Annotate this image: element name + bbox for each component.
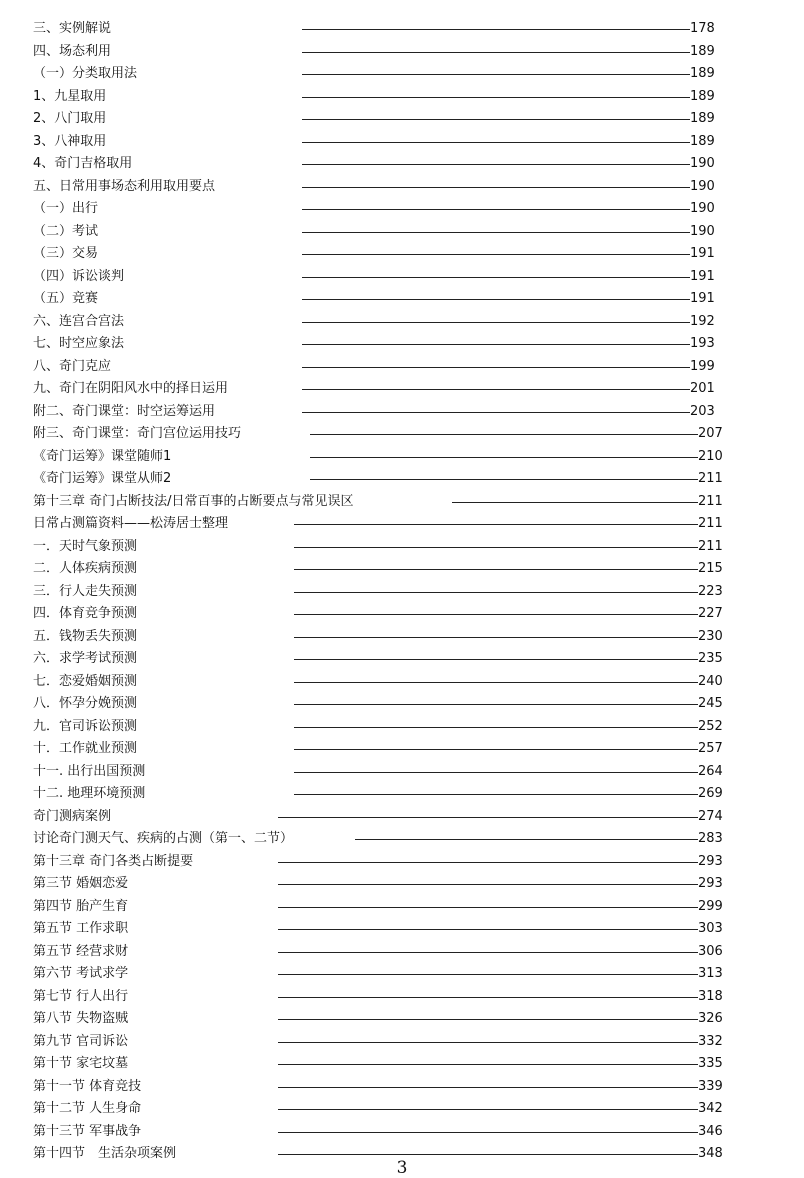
toc-entry-title: 第三节 婚姻恋爱	[33, 876, 129, 891]
leader-line	[278, 862, 698, 863]
toc-entry-page: 190	[690, 201, 715, 216]
toc-entry-page: 190	[690, 178, 715, 194]
toc-entry[interactable]	[0, 558, 804, 581]
toc-entry-page: 235	[698, 651, 723, 666]
toc-entry-page: 303	[698, 921, 723, 936]
toc-entry-title: （四）诉讼谈判	[33, 268, 125, 284]
toc-entry-title: 第十一节 体育竞技	[33, 1078, 142, 1094]
toc-entry[interactable]	[0, 288, 804, 311]
toc-entry-page: 264	[698, 763, 723, 779]
toc-entry-title: 4、奇门吉格取用	[33, 156, 133, 171]
leader-line	[294, 592, 698, 593]
leader-line	[278, 997, 698, 998]
leader-line	[310, 457, 698, 458]
toc-entry-title: 二．人体疾病预测	[33, 561, 138, 576]
toc-entry-title: 十．工作就业预测	[33, 741, 138, 756]
toc-entry[interactable]	[0, 828, 804, 851]
toc-entry-title: 三．行人走失预测	[33, 583, 138, 599]
toc-entry[interactable]	[0, 198, 804, 221]
toc-entry-title: 十一. 出行出国预测	[33, 763, 146, 779]
toc-entry-title: 十二. 地理环境预测	[33, 786, 146, 801]
toc-entry-page: 335	[698, 1056, 723, 1071]
toc-entry[interactable]	[0, 513, 804, 536]
leader-line	[294, 659, 698, 660]
leader-line	[294, 772, 698, 773]
toc-entry-title: 九、奇门在阴阳风水中的择日运用	[33, 381, 229, 396]
toc-entry-page: 269	[698, 786, 723, 801]
leader-line	[294, 682, 698, 683]
leader-line	[278, 1064, 698, 1065]
toc-entry[interactable]	[0, 1031, 804, 1054]
toc-entry-title: 第六节 考试求学	[33, 966, 129, 981]
toc-entry-page: 189	[690, 111, 715, 126]
toc-entry-page: 313	[698, 966, 723, 981]
toc-entry-page: 211	[698, 493, 723, 509]
leader-line	[294, 749, 698, 750]
leader-line	[302, 97, 690, 98]
toc-entry-title: 第十节 家宅坟墓	[33, 1056, 129, 1071]
toc-entry[interactable]	[0, 581, 804, 604]
leader-line	[278, 1154, 698, 1155]
toc-entry-title: 附三、奇门课堂：奇门宫位运用技巧	[33, 426, 242, 441]
toc-entry-page: 190	[690, 223, 715, 239]
toc-entry[interactable]	[0, 986, 804, 1009]
toc-entry-title: 第四节 胎产生育	[33, 898, 129, 914]
toc-entry[interactable]	[0, 153, 804, 176]
leader-line	[302, 187, 690, 188]
leader-line	[302, 119, 690, 120]
toc-entry-page: 283	[698, 831, 723, 846]
toc-entry[interactable]	[0, 378, 804, 401]
leader-line	[278, 952, 698, 953]
toc-entry[interactable]	[0, 963, 804, 986]
toc-entry-page: 211	[698, 538, 723, 554]
toc-entry-page: 299	[698, 898, 723, 914]
toc-entry-page: 252	[698, 718, 723, 734]
toc-entry[interactable]	[0, 648, 804, 671]
toc-entry-title: （五）竞赛	[33, 291, 99, 306]
toc-entry[interactable]	[0, 783, 804, 806]
toc-entry-title: （三）交易	[33, 246, 99, 261]
toc-entry-title: 第十二节 人生身命	[33, 1101, 142, 1116]
toc-entry-page: 293	[698, 853, 723, 869]
leader-line	[278, 1019, 698, 1020]
toc-entry-page: 192	[690, 313, 715, 329]
toc-entry-title: 《奇门运筹》课堂随师1	[33, 448, 172, 464]
toc-entry-title: 第九节 官司诉讼	[33, 1033, 129, 1049]
toc-entry-title: （一）分类取用法	[33, 66, 138, 81]
toc-entry[interactable]	[0, 918, 804, 941]
toc-entry-title: 2、八门取用	[33, 111, 107, 126]
toc-entry-page: 342	[698, 1101, 723, 1116]
toc-entry-page: 293	[698, 876, 723, 891]
toc-entry[interactable]	[0, 108, 804, 131]
toc-entry-title: 七．恋爱婚姻预测	[33, 673, 138, 689]
leader-line	[278, 1109, 698, 1110]
toc-entry-page: 201	[690, 381, 715, 396]
leader-line	[310, 479, 698, 480]
page-number: 3	[396, 1158, 408, 1178]
leader-line	[302, 74, 690, 75]
leader-line	[294, 614, 698, 615]
leader-line	[278, 1132, 698, 1133]
toc-entry[interactable]	[0, 761, 804, 784]
toc-entry[interactable]	[0, 851, 804, 874]
toc-entry-title: 五．钱物丢失预测	[33, 628, 138, 644]
toc-entry-title: 五、日常用事场态利用取用要点	[33, 178, 216, 194]
toc-entry[interactable]	[0, 941, 804, 964]
toc-entry-page: 326	[698, 1011, 723, 1026]
leader-line	[294, 547, 698, 548]
toc-entry-title: 第十三章 奇门各类占断提要	[33, 853, 194, 869]
toc-entry[interactable]	[0, 18, 804, 41]
toc-entry-title: （二）考试	[33, 223, 99, 239]
toc-entry-title: 第十三节 军事战争	[33, 1123, 142, 1139]
toc-entry[interactable]	[0, 536, 804, 559]
toc-entry[interactable]	[0, 1076, 804, 1099]
toc-entry-page: 245	[698, 696, 723, 711]
toc-entry-title: 六．求学考试预测	[33, 651, 138, 666]
toc-entry-title: 讨论奇门测天气、疾病的占测（第一、二节）	[33, 831, 294, 846]
toc-entry-title: 九．官司诉讼预测	[33, 718, 138, 734]
leader-line	[302, 344, 690, 345]
toc-entry-title: 八．怀孕分娩预测	[33, 696, 138, 711]
toc-entry[interactable]	[0, 693, 804, 716]
toc-entry[interactable]	[0, 423, 804, 446]
toc-entry-page: 318	[698, 988, 723, 1004]
toc-entry[interactable]	[0, 1053, 804, 1076]
toc-entry-title: 日常占测篇资料——松涛居士整理	[33, 516, 229, 531]
leader-line	[302, 367, 690, 368]
toc-entry-title: 一．天时气象预测	[33, 538, 138, 554]
toc-entry-title: 七、时空应象法	[33, 336, 125, 351]
leader-line	[294, 524, 698, 525]
leader-line	[278, 907, 698, 908]
leader-line	[310, 434, 698, 435]
toc-entry-page: 211	[698, 471, 723, 486]
toc-entry-title: 第五节 工作求职	[33, 921, 129, 936]
toc-entry-title: 三、实例解说	[33, 21, 112, 36]
toc-entry-title: 八、奇门克应	[33, 358, 112, 374]
toc-entry-page: 191	[690, 291, 715, 306]
leader-line	[278, 929, 698, 930]
toc-entry[interactable]	[0, 333, 804, 356]
toc-entry-title: 附二、奇门课堂：时空运筹运用	[33, 403, 216, 419]
leader-line	[294, 794, 698, 795]
toc-entry-page: 211	[698, 516, 723, 531]
leader-line	[302, 277, 690, 278]
leader-line	[302, 29, 690, 30]
leader-line	[452, 502, 698, 503]
toc-entry-title: 第五节 经营求财	[33, 943, 129, 959]
leader-line	[302, 52, 690, 53]
toc-entry-page: 240	[698, 673, 723, 689]
toc-entry-page: 332	[698, 1033, 723, 1049]
toc-entry-page: 227	[698, 606, 723, 621]
leader-line	[294, 704, 698, 705]
toc-entry[interactable]	[0, 1121, 804, 1144]
toc-entry[interactable]	[0, 896, 804, 919]
leader-line	[302, 412, 690, 413]
leader-line	[302, 142, 690, 143]
toc-entry-title: 六、连宫合宫法	[33, 313, 125, 329]
toc-entry[interactable]	[0, 671, 804, 694]
toc-entry-page: 274	[698, 808, 723, 824]
toc-entry[interactable]	[0, 356, 804, 379]
toc-entry-page: 257	[698, 741, 723, 756]
toc-entry-page: 346	[698, 1123, 723, 1139]
toc-entry[interactable]	[0, 626, 804, 649]
toc-entry-page: 223	[698, 583, 723, 599]
toc-entry[interactable]	[0, 63, 804, 86]
leader-line	[294, 569, 698, 570]
leader-line	[302, 299, 690, 300]
toc-entry[interactable]	[0, 446, 804, 469]
toc-entry[interactable]	[0, 311, 804, 334]
leader-line	[294, 637, 698, 638]
toc-entry-page: 178	[690, 21, 715, 36]
toc-entry-page: 191	[690, 246, 715, 261]
toc-entry[interactable]	[0, 221, 804, 244]
toc-entry[interactable]	[0, 41, 804, 64]
toc-entry[interactable]	[0, 468, 804, 491]
leader-line	[302, 209, 690, 210]
toc-entry-page: 193	[690, 336, 715, 351]
toc-entry-title: 奇门测病案例	[33, 808, 112, 824]
leader-line	[294, 727, 698, 728]
leader-line	[278, 1087, 698, 1088]
toc-entry[interactable]	[0, 401, 804, 424]
toc-entry[interactable]	[0, 873, 804, 896]
toc-entry[interactable]	[0, 176, 804, 199]
leader-line	[355, 839, 698, 840]
toc-entry-title: 第八节 失物盗贼	[33, 1011, 129, 1026]
leader-line	[302, 254, 690, 255]
leader-line	[278, 817, 698, 818]
toc-entry-title: 四、场态利用	[33, 43, 112, 59]
leader-line	[302, 322, 690, 323]
toc-entry[interactable]	[0, 491, 804, 514]
toc-entry-page: 190	[690, 156, 715, 171]
leader-line	[302, 389, 690, 390]
toc-entry-title: （一）出行	[33, 201, 99, 216]
toc-entry-title: 《奇门运筹》课堂从师2	[33, 471, 172, 486]
toc-entry-page: 230	[698, 628, 723, 644]
toc-entry-page: 199	[690, 358, 715, 374]
toc-entry[interactable]	[0, 603, 804, 626]
leader-line	[302, 232, 690, 233]
toc-entry[interactable]	[0, 266, 804, 289]
toc-entry[interactable]	[0, 806, 804, 829]
toc-entry[interactable]	[0, 1098, 804, 1121]
toc-entry-page: 215	[698, 561, 723, 576]
leader-line	[278, 884, 698, 885]
toc-entry-title: 第十四节 生活杂项案例	[33, 1146, 177, 1161]
toc-entry-page: 203	[690, 403, 715, 419]
toc-entry[interactable]	[0, 243, 804, 266]
toc-entry-page: 210	[698, 448, 723, 464]
toc-entry-title: 3、八神取用	[33, 133, 107, 149]
toc-entry-title: 四．体育竞争预测	[33, 606, 138, 621]
toc-entry[interactable]	[0, 131, 804, 154]
toc-entry-page: 189	[690, 133, 715, 149]
toc-entry-page: 189	[690, 66, 715, 81]
toc-entry-title: 1、九星取用	[33, 88, 107, 104]
toc-entry-page: 207	[698, 426, 723, 441]
toc-entry[interactable]	[0, 716, 804, 739]
toc-entry[interactable]	[0, 86, 804, 109]
toc-entry-page: 348	[698, 1146, 723, 1161]
leader-line	[278, 974, 698, 975]
toc-entry[interactable]	[0, 1008, 804, 1031]
table-of-contents	[0, 18, 804, 1166]
toc-entry-page: 191	[690, 268, 715, 284]
toc-entry-title: 第十三章 奇门占断技法/日常百事的占断要点与常见误区	[33, 493, 354, 509]
toc-entry-page: 306	[698, 943, 723, 959]
toc-entry-page: 339	[698, 1078, 723, 1094]
toc-entry[interactable]	[0, 738, 804, 761]
toc-entry-page: 189	[690, 43, 715, 59]
toc-entry-title: 第七节 行人出行	[33, 988, 129, 1004]
leader-line	[302, 164, 690, 165]
leader-line	[278, 1042, 698, 1043]
toc-entry-page: 189	[690, 88, 715, 104]
